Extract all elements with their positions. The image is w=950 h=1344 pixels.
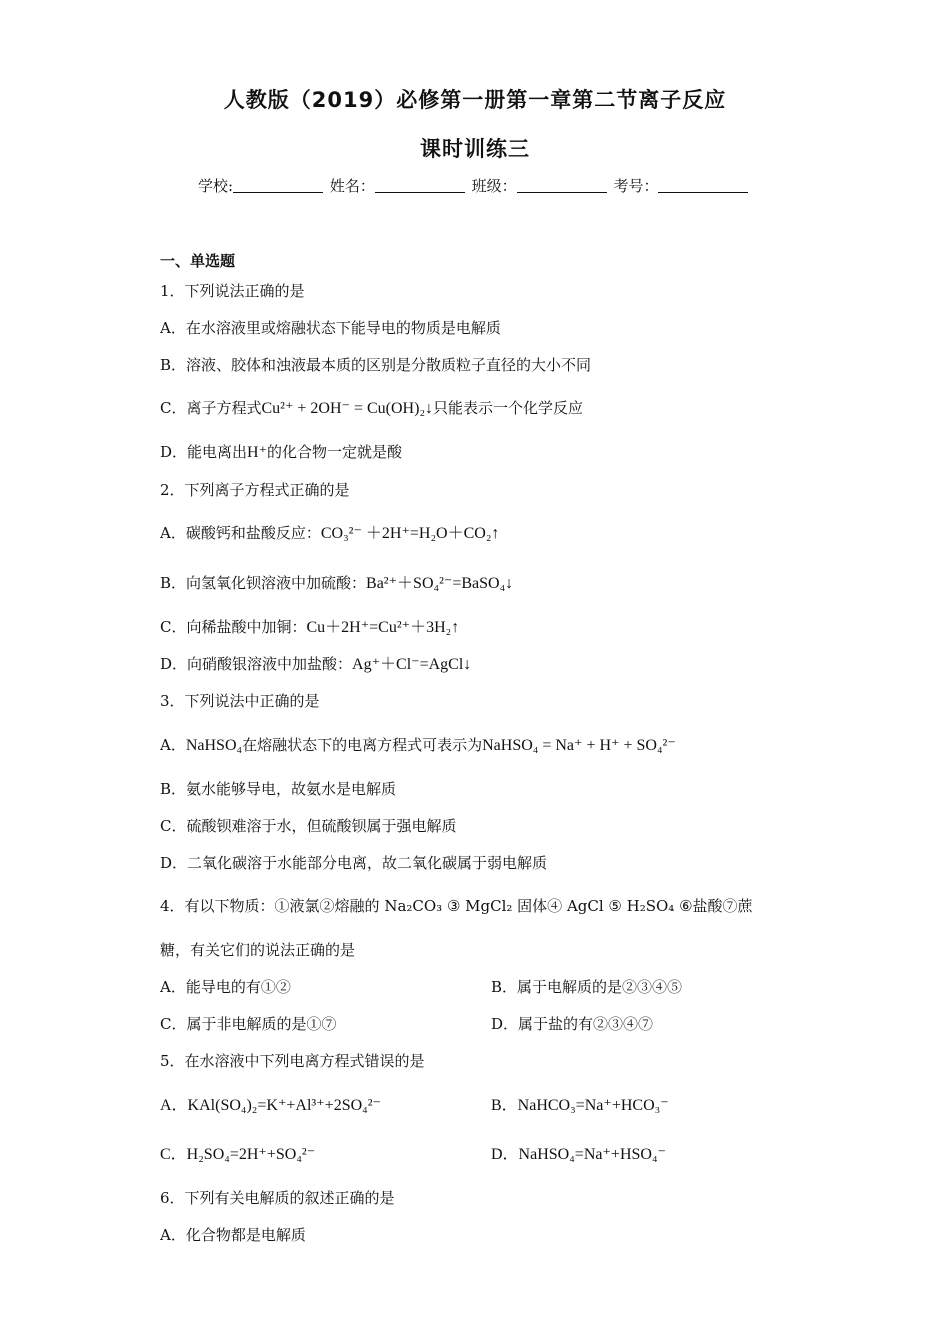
student-info-row — [198, 175, 750, 196]
q3-a-middle: 在熔融状态下的电离方程式可表示为 — [242, 736, 483, 754]
question-5-option-a: A．KAl(SO₄)₂=K⁺+Al³⁺+2SO₄²⁻ — [160, 1097, 381, 1114]
q2-a-prefix: A．碳酸钙和盐酸反应： — [160, 524, 321, 542]
question-1-option-d — [160, 442, 402, 463]
q3-a-equation: NaHSO₄ = Na⁺ + H⁺ + SO₄²⁻ — [482, 737, 676, 754]
question-4-option-d: D．属于盐的有②③④⑦ — [491, 1015, 654, 1033]
class-label: 班级： — [471, 177, 517, 195]
q1-c-suffix: 只能表示一个化学反应 — [433, 399, 584, 417]
question-3-stem: 3．下列说法中正确的是 — [160, 692, 320, 710]
question-1-stem: 1．下列说法正确的是 — [160, 282, 305, 300]
question-1-option-a: A．在水溶液里或熔融状态下能导电的物质是电解质 — [160, 319, 501, 337]
q2-c-prefix: C．向稀盐酸中加铜： — [160, 618, 307, 636]
exam-number-label: 考号： — [613, 177, 659, 195]
q2-d-prefix: D．向硝酸银溶液中加盐酸： — [160, 655, 353, 673]
q2-b-equation: Ba²⁺＋SO₄²⁻=BaSO₄↓ — [366, 575, 514, 592]
q2-a-equation: CO₃²⁻ ＋2H⁺=H₂O＋CO₂↑ — [320, 525, 500, 542]
q2-b-prefix: B．向氢氧化钡溶液中加硫酸： — [160, 574, 367, 592]
school-label: 学校: — [198, 177, 234, 195]
question-4-option-a: A．能导电的有①② — [160, 978, 291, 996]
question-5-stem: 5．在水溶液中下列电离方程式错误的是 — [160, 1052, 425, 1070]
question-2-option-d — [160, 654, 471, 675]
question-2-stem: 2．下列离子方程式正确的是 — [160, 481, 350, 499]
question-2-option-b — [160, 573, 513, 594]
name-label: 姓名： — [329, 177, 375, 195]
question-3-option-a — [160, 735, 676, 756]
question-3-option-c: C．硫酸钡难溶于水，但硫酸钡属于强电解质 — [160, 817, 457, 835]
question-5-option-d: D．NaHSO₄=Na⁺+HSO₄⁻ — [491, 1146, 666, 1163]
class-blank[interactable] — [517, 178, 607, 193]
page-title: 人教版（2019）必修第一册第一章第二节离子反应 — [223, 88, 727, 112]
q1-c-prefix: C．离子方程式 — [160, 399, 262, 417]
question-4-option-c: C．属于非电解质的是①⑦ — [160, 1015, 337, 1033]
question-1-option-b: B．溶液、胶体和浊液最本质的区别是分散质粒子直径的大小不同 — [160, 356, 592, 374]
q3-a-prefix: A． — [160, 736, 186, 754]
question-4-option-b: B．属于电解质的是②③④⑤ — [491, 978, 683, 996]
school-blank[interactable] — [233, 178, 323, 193]
name-blank[interactable] — [375, 178, 465, 193]
q3-a-formula: NaHSO₄ — [185, 737, 243, 754]
question-3-option-b: B．氨水能够导电，故氨水是电解质 — [160, 780, 397, 798]
page-subtitle: 课时训练三 — [420, 137, 530, 161]
q1-d-prefix: D．能电离出 — [160, 443, 248, 461]
q2-d-equation: Ag⁺＋Cl⁻=AgCl↓ — [352, 656, 472, 673]
question-4-stem-line-2: 糖，有关它们的说法正确的是 — [160, 941, 356, 959]
q1-c-equation: Cu²⁺ + 2OH⁻ = Cu(OH)₂↓ — [261, 400, 434, 417]
q2-c-equation: Cu＋2H⁺=Cu²⁺＋3H₂↑ — [306, 619, 460, 636]
question-5-option-c: C．H₂SO₄=2H⁺+SO₄²⁻ — [160, 1146, 316, 1163]
question-3-option-d: D．二氧化碳溶于水能部分电离，故二氧化碳属于弱电解质 — [160, 854, 548, 872]
question-2-option-c — [160, 617, 459, 638]
exam-number-blank[interactable] — [658, 178, 748, 193]
q1-d-suffix: 的化合物一定就是酸 — [267, 443, 403, 461]
section-title: 一、单选题 — [160, 252, 236, 270]
question-2-option-a — [160, 523, 499, 544]
question-1-option-c — [160, 398, 583, 419]
q1-d-ion: H⁺ — [247, 444, 268, 461]
question-5-option-b: B．NaHCO₃=Na⁺+HCO₃⁻ — [491, 1097, 669, 1114]
question-6-stem: 6．下列有关电解质的叙述正确的是 — [160, 1189, 395, 1207]
question-4-stem-line-1: 4．有以下物质：①液氯②熔融的 Na₂CO₃ ③ MgCl₂ 固体④ AgCl ⑤ H₂SO₄ ⑥盐酸⑦蔗 — [160, 897, 753, 915]
question-6-option-a: A．化合物都是电解质 — [160, 1226, 306, 1244]
